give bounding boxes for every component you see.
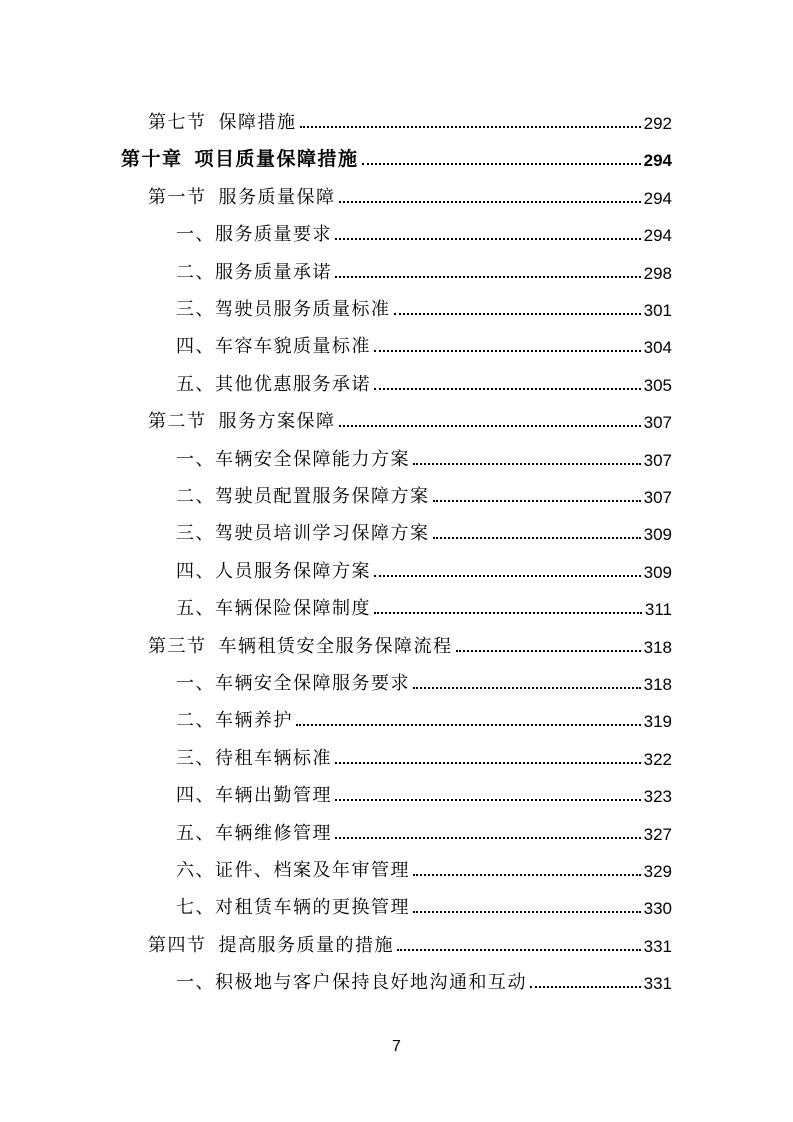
- toc-entry-page: 323: [643, 787, 672, 807]
- toc-entry-page: 327: [643, 824, 672, 844]
- toc-entry-page: 307: [643, 488, 672, 507]
- toc-entry-prefix: 第四节: [148, 934, 207, 956]
- toc-entry-prefix: 第三节: [148, 635, 207, 657]
- toc-entry-text: 驾驶员培训学习保障方案: [215, 523, 430, 545]
- toc-entry[interactable]: [176, 702, 672, 732]
- toc-entry-prefix: 第十章: [121, 148, 183, 171]
- dot-leader: [335, 762, 641, 764]
- toc-entry-text: 服务质量要求: [215, 224, 332, 246]
- toc-entry-prefix: 第七节: [148, 112, 207, 133]
- toc-entry[interactable]: [148, 179, 672, 209]
- toc-entry-prefix: 第二节: [148, 411, 207, 433]
- dot-leader: [530, 986, 641, 988]
- toc-entry-text: 车容车貌质量标准: [215, 336, 371, 358]
- toc-entry[interactable]: [176, 291, 672, 321]
- toc-entry-prefix: 二、: [176, 710, 215, 732]
- dot-leader: [374, 388, 641, 390]
- toc-entry-page: 319: [643, 712, 672, 732]
- toc-entry-prefix: 第一节: [148, 186, 207, 208]
- dot-leader: [335, 238, 641, 240]
- toc-entry[interactable]: [176, 740, 672, 770]
- toc-entry-text: 保障措施: [218, 112, 297, 133]
- dot-leader: [362, 163, 641, 165]
- dot-leader: [339, 425, 641, 427]
- dot-leader: [413, 911, 641, 913]
- dot-leader: [456, 650, 641, 652]
- toc-entry-page: 294: [643, 226, 672, 246]
- toc-entry-page: 294: [643, 188, 672, 208]
- toc-entry-prefix: 五、: [176, 822, 215, 844]
- toc-entry-page: 322: [643, 749, 672, 769]
- toc-entry[interactable]: [176, 478, 672, 508]
- toc-entry-text: 驾驶员配置服务保障方案: [215, 486, 430, 507]
- toc-entry-text: 服务质量承诺: [215, 261, 332, 283]
- toc-entry-title: [176, 220, 332, 246]
- toc-entry-title: [176, 968, 527, 994]
- dot-leader: [374, 575, 641, 577]
- toc-entry-prefix: 五、: [176, 598, 215, 620]
- toc-entry-page: 329: [643, 862, 672, 881]
- toc-entry-prefix: 四、: [176, 336, 215, 358]
- toc-entry-prefix: 六、: [176, 860, 215, 881]
- toc-entry-title: [148, 632, 453, 658]
- toc-entry-prefix: 四、: [176, 560, 215, 582]
- page-number: 7: [392, 1038, 401, 1055]
- toc-entry[interactable]: [176, 328, 672, 358]
- toc-entry[interactable]: [176, 254, 672, 284]
- toc-entry-title: [176, 856, 410, 882]
- toc-entry-prefix: 七、: [176, 897, 215, 919]
- toc-entry-title: [148, 183, 336, 209]
- toc-entry[interactable]: [176, 815, 672, 845]
- toc-entry-page: 307: [643, 450, 672, 470]
- toc-entry-text: 积极地与客户保持良好地沟通和互动: [215, 972, 527, 994]
- toc-entry-prefix: 一、: [176, 673, 215, 694]
- toc-entry-text: 车辆维修管理: [215, 822, 332, 844]
- toc-entry-title: [176, 819, 332, 845]
- toc-entry-text: 提高服务质量的措施: [218, 934, 394, 956]
- toc-entry-page: 301: [643, 301, 672, 320]
- toc-entry-page: 298: [643, 263, 672, 283]
- toc-entry-text: 车辆安全保障服务要求: [215, 673, 410, 694]
- toc-entry[interactable]: [176, 777, 672, 807]
- toc-entry-title: [176, 781, 332, 807]
- toc-entry-text: 对租赁车辆的更换管理: [215, 897, 410, 919]
- toc-entry-page: 305: [643, 375, 672, 395]
- toc-entry[interactable]: [176, 366, 672, 396]
- toc-entry[interactable]: [176, 889, 672, 919]
- toc-entry[interactable]: [148, 927, 672, 957]
- toc-entry[interactable]: [176, 216, 672, 246]
- toc-entry-text: 项目质量保障措施: [194, 148, 359, 171]
- toc-entry-page: 304: [643, 338, 672, 358]
- toc-entry-prefix: 一、: [176, 972, 215, 994]
- toc-entry-title: [121, 144, 359, 171]
- toc-entry-page: 311: [644, 600, 672, 620]
- toc-entry-text: 驾驶员服务质量标准: [215, 299, 391, 320]
- toc-entry-prefix: 二、: [176, 486, 215, 507]
- dot-leader: [433, 537, 641, 539]
- toc-entry[interactable]: [176, 852, 672, 882]
- toc-entry-text: 车辆安全保障能力方案: [215, 448, 410, 470]
- toc-entry-text: 车辆租赁安全服务保障流程: [218, 635, 453, 657]
- toc-entry-page: 318: [643, 637, 672, 657]
- toc-entry-title: [176, 482, 430, 508]
- toc-entry-title: [148, 108, 297, 134]
- toc-entry-title: [176, 706, 293, 732]
- toc-entry-prefix: 二、: [176, 261, 215, 283]
- toc-entry-text: 证件、档案及年审管理: [215, 860, 410, 881]
- toc-entry-title: [176, 332, 371, 358]
- toc-entry[interactable]: [176, 441, 672, 471]
- toc-entry-title: [176, 295, 391, 321]
- toc-entry-page: 331: [643, 974, 672, 994]
- toc-entry-prefix: 四、: [176, 785, 215, 807]
- dot-leader: [374, 612, 642, 614]
- toc-entry-text: 车辆养护: [215, 710, 293, 732]
- dot-leader: [413, 874, 641, 876]
- toc-entry-page: 331: [643, 936, 672, 956]
- toc-entry-title: [148, 931, 394, 957]
- toc-entry-page: 307: [643, 413, 672, 433]
- toc-entry[interactable]: [176, 590, 672, 620]
- toc-entry-text: 服务方案保障: [218, 411, 336, 433]
- toc-entry-prefix: 三、: [176, 523, 215, 545]
- toc-entry-title: [176, 258, 332, 284]
- toc-entry-text: 车辆保险保障制度: [215, 598, 371, 620]
- toc-entry-title: [176, 594, 371, 620]
- toc-entry[interactable]: [176, 665, 672, 695]
- dot-leader: [296, 724, 641, 726]
- toc-entry-page: 309: [643, 525, 672, 545]
- toc-entry-page: 292: [643, 114, 672, 133]
- toc-entry-title: [176, 669, 410, 695]
- toc-entry[interactable]: [176, 964, 672, 994]
- toc-entry-prefix: 五、: [176, 373, 215, 395]
- dot-leader: [397, 949, 641, 951]
- toc-entry-prefix: 三、: [176, 299, 215, 320]
- toc-entry-title: [176, 893, 410, 919]
- dot-leader: [374, 350, 641, 352]
- toc-entry-title: [176, 445, 410, 471]
- toc-entry-text: 服务质量保障: [218, 186, 336, 208]
- dot-leader: [339, 201, 641, 203]
- toc-entry-title: [176, 744, 332, 770]
- dot-leader: [394, 313, 641, 315]
- toc-entry-page: 294: [643, 151, 672, 171]
- toc-entry-title: [148, 407, 336, 433]
- toc-entry-page: 330: [643, 899, 672, 919]
- toc-entry-prefix: 三、: [176, 747, 215, 769]
- toc-entry-title: [176, 519, 430, 545]
- dot-leader: [433, 500, 641, 502]
- toc-entry[interactable]: [148, 104, 672, 134]
- toc-entry-title: [176, 557, 371, 583]
- toc-entry-page: 309: [643, 562, 672, 582]
- toc-entry-prefix: 一、: [176, 224, 215, 246]
- toc-entry[interactable]: [176, 553, 672, 583]
- toc-entry[interactable]: [121, 141, 672, 171]
- toc-entry-prefix: 一、: [176, 448, 215, 470]
- toc-entry[interactable]: [148, 403, 672, 433]
- toc-entry-text: 车辆出勤管理: [215, 785, 332, 807]
- dot-leader: [335, 837, 641, 839]
- dot-leader: [335, 276, 641, 278]
- toc-entry[interactable]: [176, 515, 672, 545]
- dot-leader: [413, 463, 641, 465]
- dot-leader: [300, 126, 641, 128]
- dot-leader: [413, 687, 641, 689]
- toc-entry[interactable]: [148, 628, 672, 658]
- toc-entry-text: 人员服务保障方案: [215, 560, 371, 582]
- toc-entry-text: 其他优惠服务承诺: [215, 373, 371, 395]
- dot-leader: [335, 799, 641, 801]
- toc-entry-text: 待租车辆标准: [215, 747, 332, 769]
- toc-entry-title: [176, 370, 371, 396]
- toc-entry-page: 318: [643, 675, 672, 694]
